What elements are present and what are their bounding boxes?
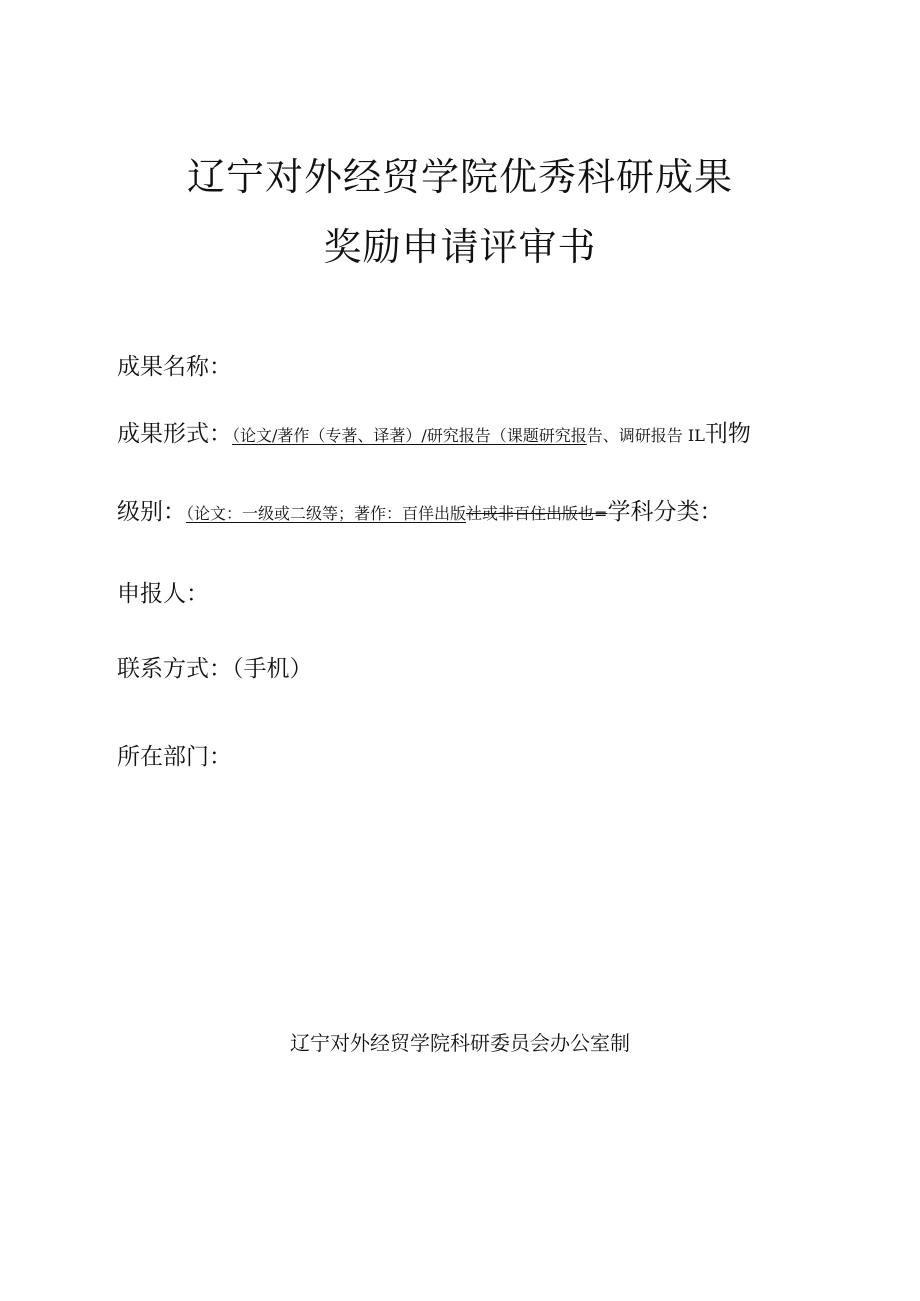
level-options: （论文：一级或二级等；著作：百佯出版 bbox=[186, 504, 467, 523]
document-title-line-2: 奖励申请评审书 bbox=[323, 225, 597, 269]
level-label: 级别： bbox=[117, 499, 186, 525]
achievement-form-options-rest: 告、调研报告 IL bbox=[586, 426, 705, 445]
level-options-struck: 社或非百住出版也= bbox=[466, 504, 608, 523]
applicant-label: 申报人： bbox=[117, 581, 209, 607]
applicant-field bbox=[117, 579, 209, 609]
achievement-form-label: 成果形式： bbox=[117, 421, 232, 447]
contact-field bbox=[117, 654, 313, 684]
document-title-line-1: 辽宁对外经贸学院优秀科研成果 bbox=[186, 155, 733, 199]
achievement-name-field bbox=[117, 352, 232, 382]
achievement-name-label: 成果名称： bbox=[117, 354, 232, 380]
level-field bbox=[117, 497, 722, 529]
issuer-footer: 辽宁对外经贸学院科研委员会办公室制 bbox=[290, 1031, 630, 1055]
department-label: 所在部门： bbox=[117, 744, 232, 770]
achievement-form-options: （论文/著作（专著、译著）/研究报告（课题研究报 bbox=[232, 426, 587, 445]
contact-label: 联系方式：（手机） bbox=[117, 656, 313, 682]
discipline-classification-label: 学科分类： bbox=[607, 499, 723, 525]
department-field bbox=[117, 742, 232, 772]
achievement-form-field bbox=[117, 419, 751, 451]
achievement-form-tail: 刊物 bbox=[704, 421, 751, 447]
